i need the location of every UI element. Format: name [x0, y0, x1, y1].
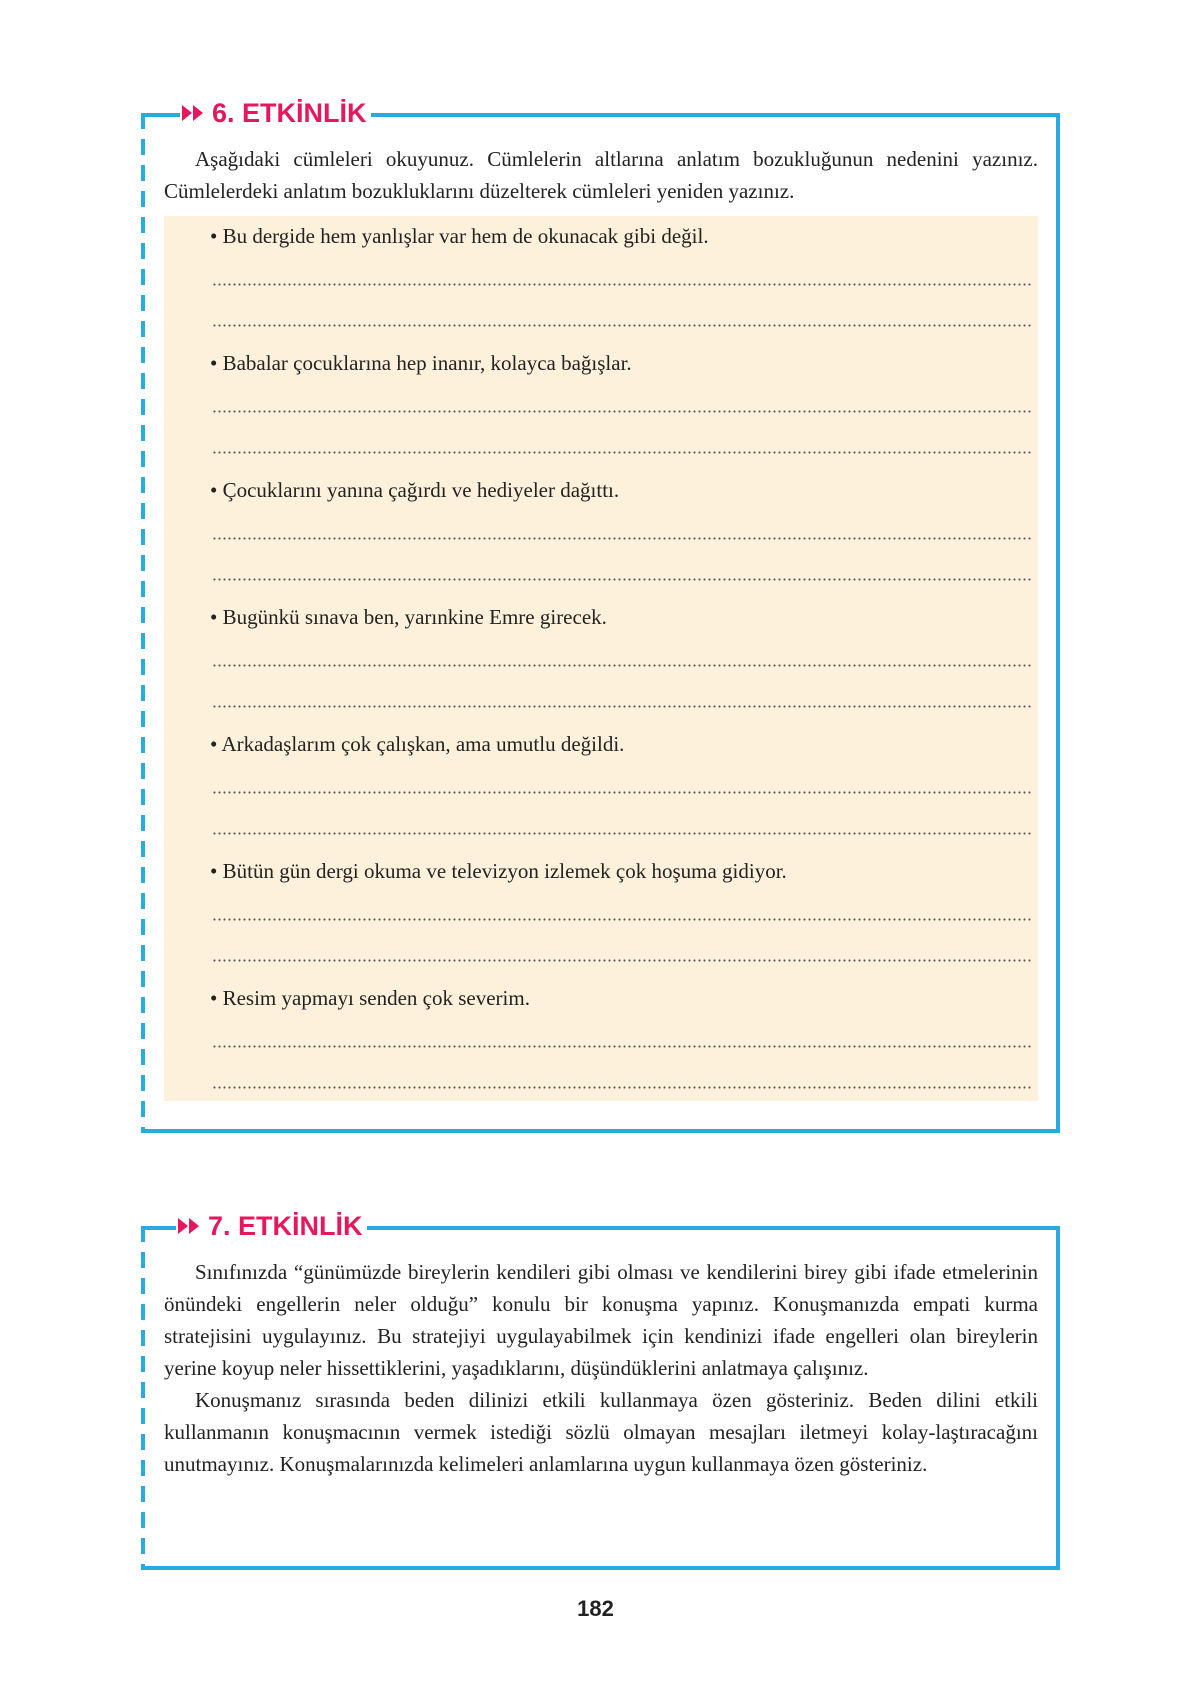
answer-line[interactable]	[212, 959, 1031, 962]
answer-line[interactable]	[212, 410, 1031, 413]
double-triangle-icon	[182, 105, 204, 121]
sentence-item: • Arkadaşlarım çok çalışkan, ama umutlu değildi.	[210, 732, 625, 756]
answer-line[interactable]	[212, 1045, 1031, 1048]
paragraph: Sınıfınızda “günümüzde bireylerin kendileri gibi olması ve kendilerini birey gibi ifade etmelerinin önündeki engellerin neler olduğu” konulu bir konuşma yapınız. Konuşmanızda empati kurma stratejisini uygulayınız. Bu stratejiyi uygulayabilmek için kendinizi ifade engelleri olan bireylerin yerine koyup neler hissettiklerini, yaşadıklarını, düşündüklerini anlatmaya çalışınız.	[164, 1260, 1038, 1380]
paragraph: Konuşmanız sırasında beden dilinizi etkili kullanmaya özen gösteriniz. Beden dilini etkili kullanmanın konuşmacının vermek istediği sözlü olmayan mesajları iletmeyi kolay-laştıracağını unutmayınız. Konuşmalarınızda kelimeleri anlamlarına uygun kullanmaya özen gösteriniz.	[164, 1388, 1038, 1476]
dashed-left-border	[141, 113, 145, 1133]
sentence-item: • Babalar çocuklarına hep inanır, kolayca bağışlar.	[210, 351, 632, 375]
answer-line[interactable]	[212, 791, 1031, 794]
sentence-item: • Bugünkü sınava ben, yarınkine Emre girecek.	[210, 605, 607, 629]
answer-line[interactable]	[212, 451, 1031, 454]
sentence-item: • Bütün gün dergi okuma ve televizyon izlemek çok hoşuma gidiyor.	[210, 859, 787, 883]
answer-line[interactable]	[212, 664, 1031, 667]
answer-line[interactable]	[212, 537, 1031, 540]
activity-6-instructions: Aşağıdaki cümleleri okuyunuz. Cümlelerin altlarına anlatım bozukluğunun nedenini yazınız. Cümlelerdeki anlatım bozukluklarını düzelterek cümleleri yeniden yazınız.	[164, 147, 1038, 203]
answer-line[interactable]	[212, 705, 1031, 708]
answer-line[interactable]	[212, 1086, 1031, 1089]
sentence-item: • Bu dergide hem yanlışlar var hem de okunacak gibi değil.	[210, 224, 709, 248]
dashed-bottom-border	[141, 1129, 251, 1133]
answer-line[interactable]	[212, 578, 1031, 581]
answer-line[interactable]	[212, 324, 1031, 327]
activity-6-title	[180, 96, 371, 130]
dashed-left-border	[141, 1226, 145, 1570]
answer-line[interactable]	[212, 918, 1031, 921]
answer-line[interactable]	[212, 832, 1031, 835]
double-triangle-icon	[178, 1218, 200, 1234]
sentence-item: • Çocuklarını yanına çağırdı ve hediyeler dağıttı.	[210, 478, 620, 502]
activity-7-title	[176, 1209, 367, 1243]
page-number: 182	[577, 1596, 614, 1621]
dashed-bottom-border	[141, 1566, 251, 1570]
answer-area	[164, 216, 1038, 1101]
activity-6-title-text: 6. ETKİNLİK	[212, 97, 367, 128]
activity-7-title-text: 7. ETKİNLİK	[208, 1210, 363, 1241]
sentence-item: • Resim yapmayı senden çok severim.	[210, 986, 530, 1010]
answer-line[interactable]	[212, 283, 1031, 286]
activity-7-body	[164, 1256, 1038, 1480]
